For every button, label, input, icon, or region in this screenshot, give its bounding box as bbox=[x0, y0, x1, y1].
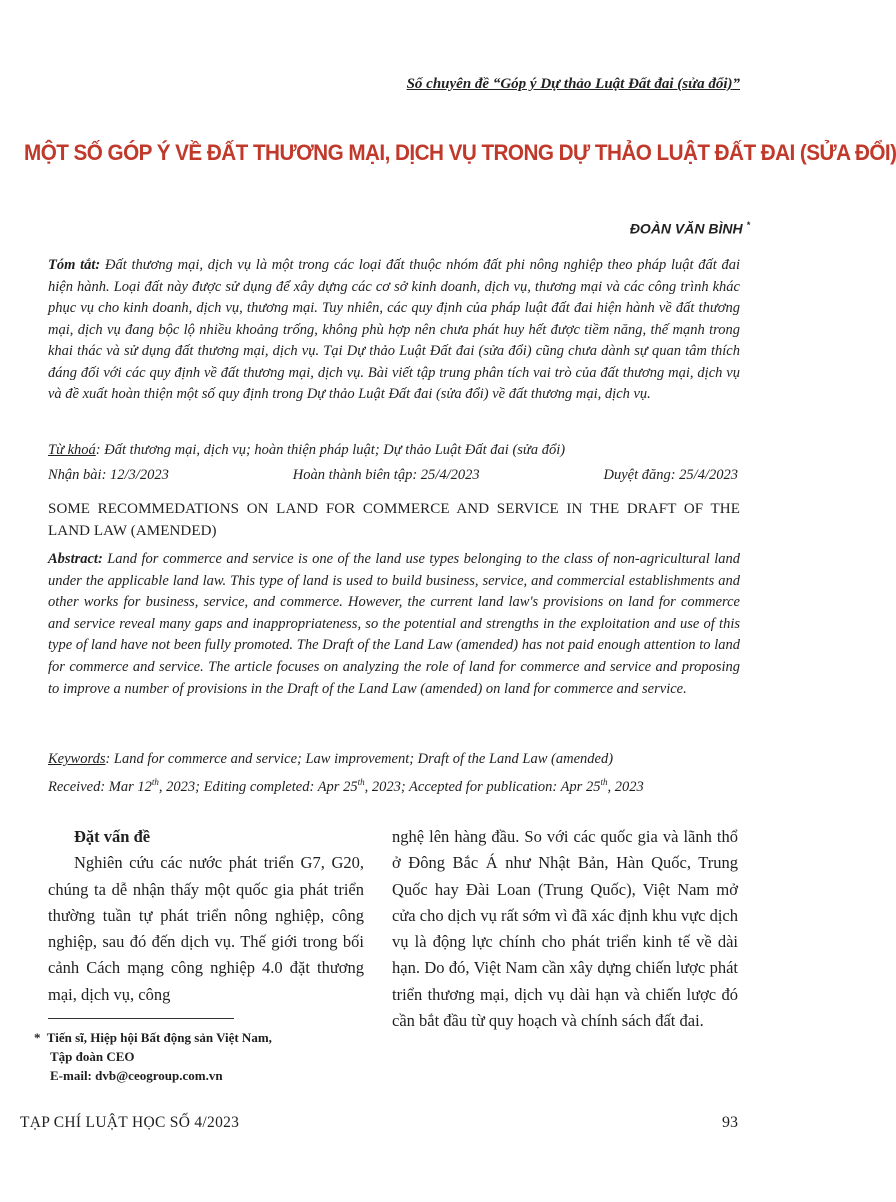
body-left-column bbox=[48, 824, 364, 1008]
special-issue-header: Số chuyên đề “Góp ý Dự thảo Luật Đất đai (sửa đổi)” bbox=[406, 76, 740, 92]
body-right-column bbox=[392, 824, 738, 1034]
keywords-en-label: Keywords bbox=[48, 751, 106, 767]
abstract-vi bbox=[48, 255, 740, 406]
received-date-en: Received: Mar 12 bbox=[48, 778, 152, 795]
footnote-affiliation: Tiến sĩ, Hiệp hội Bất động sản Việt Nam, bbox=[46, 1030, 272, 1045]
keywords-vi-label: Từ khoá bbox=[48, 442, 96, 458]
keywords-en-text: : Land for commerce and service; Law improvement; Draft of the Land Law (amended) bbox=[105, 751, 614, 767]
keywords-vi bbox=[48, 442, 565, 459]
abstract-vi-label: Tóm tắt: bbox=[48, 257, 101, 273]
body-paragraph-left: Nghiên cứu các nước phát triển G7, G20, chúng ta dễ nhận thấy một quốc gia phát triển thường tuần tự phát triển nông nghiệp, công nghiệp, sau đó đến dịch vụ. Thế giới trong bối cảnh Cách mạng công nghiệp 4.0 đặt thương mại, dịch vụ, công bbox=[48, 853, 364, 1004]
abstract-en-label: Abstract: bbox=[48, 551, 103, 567]
journal-name: TẠP CHÍ LUẬT HỌC SỐ 4/2023 bbox=[20, 1114, 240, 1131]
article-title: MỘT SỐ GÓP Ý VỀ ĐẤT THƯƠNG MẠI, DỊCH VỤ TRONG DỰ THẢO LUẬT ĐẤT ĐAI (SỬA ĐỔI) bbox=[24, 140, 896, 165]
accepted-date-vi: Duyệt đăng: 25/4/2023 bbox=[603, 467, 738, 483]
section-heading: Đặt vấn đề bbox=[74, 827, 151, 846]
english-title: SOME RECOMMEDATIONS ON LAND FOR COMMERCE AND SERVICE IN THE DRAFT OF THE LAND LAW (AMENDED) bbox=[48, 501, 740, 539]
footnote-divider bbox=[48, 1018, 234, 1019]
edited-date-vi: Hoàn thành biên tập: 25/4/2023 bbox=[292, 467, 480, 483]
received-sup: th bbox=[151, 777, 159, 787]
footnote-line-1 bbox=[34, 1028, 272, 1047]
abstract-vi-text: Đất thương mại, dịch vụ là một trong các loại đất thuộc nhóm đất phi nông nghiệp theo pháp luật đất đai hiện hành. Loại đất này được sử dụng để xây dựng các cơ sở kinh doanh, dịch vụ, thương mại và các công trình khác phục vụ cho kinh doanh, dịch vụ, thương mại. Tuy nhiên, các quy định của pháp luật đất đai hiện hành về đất thương mại, dịch vụ đang bộc lộ nhiều khoảng trống, không phù hợp nên chưa phát huy hết được tiềm năng, thế mạnh trong khai thác và sử dụng đất thương mại, dịch vụ. Tại Dự thảo Luật Đất đai (sửa đổi) cũng chưa dành sự quan tâm thích đáng đối với các quy định về đất thương mại, dịch vụ. Bài viết tập trung phân tích vai trò của đất thương mại, dịch vụ và đề xuất hoàn thiện một số quy định trong Dự thảo Luật Đất đai (sửa đổi) về đất thương mại, dịch vụ. bbox=[48, 257, 741, 402]
edited-date-en: , 2023; Editing completed: Apr 25 bbox=[158, 778, 358, 795]
page-number: 93 bbox=[722, 1114, 738, 1131]
author-text: ĐOÀN VĂN BÌNH bbox=[629, 220, 743, 237]
footnote bbox=[34, 1028, 272, 1085]
accepted-date-en: , 2023; Accepted for publication: Apr 25 bbox=[364, 778, 601, 795]
author-footnote-mark: * bbox=[746, 220, 750, 230]
footnote-mark: * bbox=[34, 1030, 41, 1045]
keywords-en bbox=[48, 751, 613, 768]
footnote-line-2: Tập đoàn CEO bbox=[50, 1049, 135, 1064]
keywords-vi-text: : Đất thương mại, dịch vụ; hoàn thiện pháp luật; Dự thảo Luật Đất đai (sửa đổi) bbox=[95, 442, 566, 458]
abstract-en-text: Land for commerce and service is one of the land use types belonging to the class of non-agricultural land under the applicable land law. This type of land is used to build business, service, and commercial establishments and other works for business, service, and commerce. However, the current land law's provisions on land for commerce and service reveal many gaps and inappropriateness, so the potential and strengths in the exploitation and use of this type of land have not been fully promoted. The Draft of the Land Law (amended) has not paid enough attention to land for commerce and service. The article focuses on analyzing the role of land for commerce and service and proposing to improve a number of provisions in the Draft of the Land Law (amended) on land for commerce and service. bbox=[48, 551, 741, 697]
footnote-line-3: E-mail: dvb@ceogroup.com.vn bbox=[50, 1068, 223, 1083]
abstract-en bbox=[48, 549, 740, 700]
author-name bbox=[630, 220, 750, 237]
body-paragraph-right: nghệ lên hàng đầu. So với các quốc gia và lãnh thổ ở Đông Bắc Á như Nhật Bản, Hàn Quốc, Trung Quốc hay Đài Loan (Trung Quốc), Việt Nam mở cửa cho dịch vụ rất sớm vì đã xác định khu vực dịch vụ là động lực chính cho phát triển kinh tế về dài hạn. Do đó, Việt Nam cần xây dựng chiến lược phát triển thương mại, dịch vụ dài hạn và chiến lược đó cần bắt đầu từ quy hoạch và chính sách đất đai. bbox=[392, 827, 738, 1031]
accepted-sup: th bbox=[600, 777, 608, 787]
dates-vi bbox=[48, 467, 738, 484]
accepted-year-en: , 2023 bbox=[607, 778, 644, 795]
received-date-vi: Nhận bài: 12/3/2023 bbox=[48, 467, 169, 483]
dates-en bbox=[48, 777, 644, 796]
edited-sup: th bbox=[357, 777, 365, 787]
